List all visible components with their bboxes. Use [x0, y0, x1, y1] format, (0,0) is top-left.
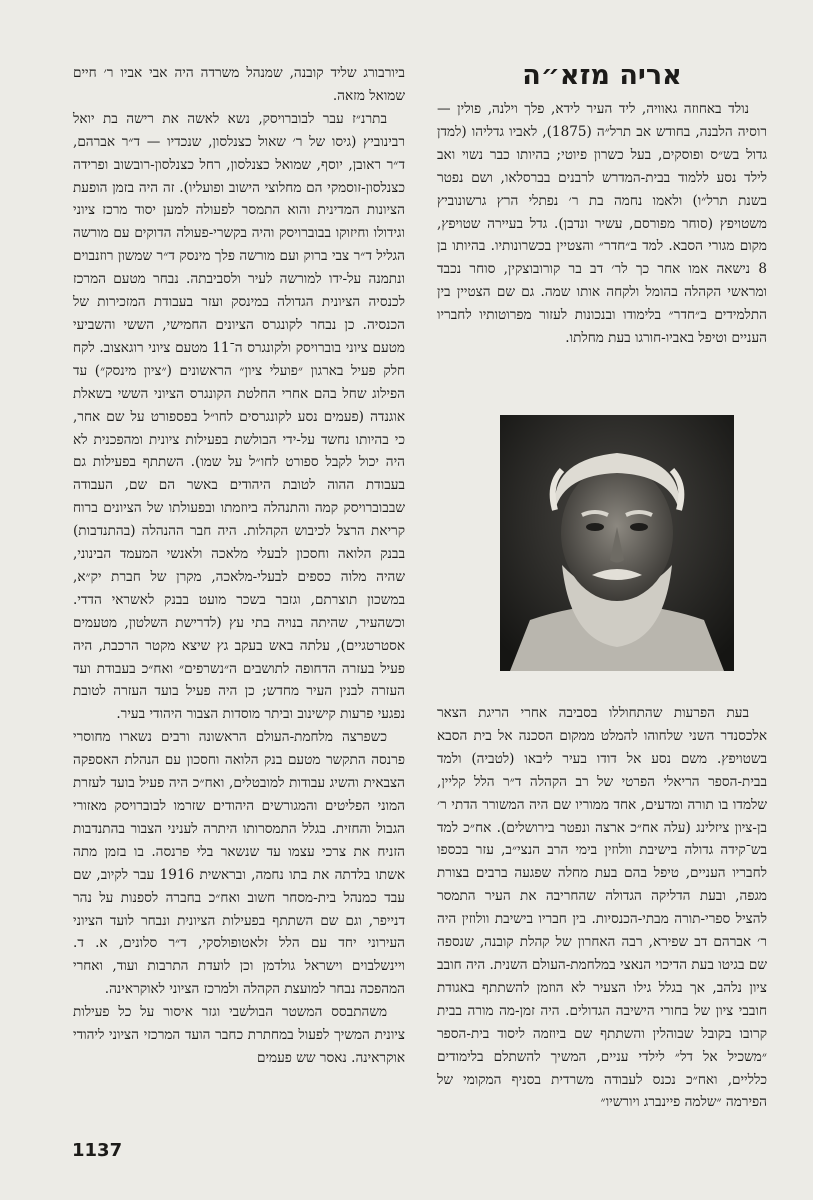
left-column [73, 62, 405, 1070]
right-column [437, 62, 767, 350]
left-paragraph-2: בתרנ״ז עבר לבוברויסק, נשא לאשה את רישה בת יואל רבינוביץ (גיסו של ר׳ שאול כצנלסון, שנכדיו — ד״ר אברהם, ד״ר ראובן, יוסף, שמואל כצנלסון, רחל כצנלסון-רובשוב ופרידה כצנלסון-זוסמקי הם מחלוצי הישוב ופועליו). זה היה בזמן הופעת הציונות המדינית והוא התמסר לפעולה למען יסוד מרכז ציוני וגידולו וחיזוקו בבוברויסק והיה בקשרי-פעולה הדוקים עם מורשה הגליל ד״ר צבי ברוק ועם מורשה פלך מינסק ד״ר שמשון רוזנבוים ונתמנה על-ידו למורשה לעיר ולסביבתה. נבחר מטעם המרכז לכנסיה הציונית הגדולה במינסק ועזר בעבודת המזכירות של הכנסיה. כן נבחר לקונגרס הציונים החמישי, הששי והשביעי מטעם ציוני בוברויסק ולקונגרס ה־11 מטעם ציוני רוגאצוב. לקח חלק פעיל בארגון ״פועלי ציון״ הראשונים (״ציון מינסק״) עד הפילוג שחל בהם אחרי החלטת הקונגרס הציוני הששי בשאלת אוגנדה (פעמים נסע לקונגרסים לחו״ל בפספורט על שם אחר, כי בהיותו נחשד על-ידי הבולשת בפעילות ציונית ומהפכנית לא היה יכול לקבל ספורט לחו״ל על שמו). השתתף בפעילות גם בעבודת ההוה לטובת היהודים באשר הם שם, העבודה שבבוברויסק קמה והתנהלה ביוזמתו ובפעולתו של הציונים ברוח קריאת הרצל לכיבוש הקהלות. היה חבר ההנהלה (בהתנדבות) בבנק הלואה וחסכון לבעלי מלאכה ולאנשי המעמד הבינוני, שהיה מלוה כספים לבעלי-מלאכה, מקרן של חברת יק״א, במשכון תוצרתם, וגזבר בשכר מועט בבנק לאשראי הדדי. וכשהעיר, שהיתה בנויה בתי עץ (לדרישת השלטון, מטעמים אסטרטגיים), עלתה באש בעקב גץ שיצא מקטר הרכבת, היה פעיל בעזרה הדחופה לתושבים ה״נשרפים״ ואח״כ בעבודת ועד העזרה לבנין העיר מחדש; כן היה פעיל בועד העזרה לטובת נפגעי פרעות קישינוב וביתר מוסדות הצבור היהודי בעיר. [73, 110, 405, 723]
portrait-image [500, 415, 734, 671]
left-paragraph-1: ביורבורג שליד קובנה, שמנהל משרדה היה אבי אביו ר׳ חיים שמואל מזאה. [73, 65, 405, 104]
left-paragraph-4: משהתבסס המשטר הבולשבי וגזר איסור על כל פעילות ציונית המשיך לפעול במחתרת כחבר הועד המרכזי הציוני ליהודי אוקראינה. נאסר שש פעמים [73, 1004, 405, 1066]
portrait-photo [500, 415, 734, 671]
right-paragraph-1: נולד באחוזה גאוויה, ליד העיר לידא, פלך וילנה, פולין — רוסיה הלבנה, בחודש אב תרל״ה (1875), לאביו גדליהו (למדן גדול בש״ס ופוסקים, בעל כשרון פיוטי; בהיותו כבר נשוי ואב לילד נסע ללמוד בבית-המדרש לרבנים בברסלאו, ושם נפטר בשנת תרל״ו) ולאמו נחמה בת ר׳ נפתלי הרץ גרשונוביץ משטויפץ (סוחר מפורסם, עשיר ונדבן). גדל בעיירה שטויפץ, מקום מגורי הסבא. למד ב״חדר״ והצטיין בכשרונותיו. בהיותו בן 8 נישאה אמו אחר כך לר׳ דב בר קורובוצקין, סוחר נכבד ומראשי הקהלה בהומל ולקחה אותו שמה. גם שם הצטיין בין התלמידים ב״חדר״ בלימודו ובנכונות לעזור מפרוטותיו לחבריו העניים וטיפל באביו-חורגו בעת מחלתו. [437, 101, 767, 347]
left-paragraph-3: כשפרצה מלחמת-העולם הראשונה ורבים נשארו מחוסרי פרנסה התקשר מטעם בנק הלואה וחסכון עם הנהלת האספקה הצבאית והשיג עבודות למובטלים, ואח״כ היה פעיל בועד לעזרת המוני הפליטים והמגורשים היהודים שזרמו לבוברויסק מאזורי הגבול והחזית. בגלל התמסרותו היתרה לעניני הצבור בהתנדבות הזניח את צרכי עצמו עד שנשאר בלי פרנסה. בו בזמן מתה אשתו בלדתה את בתו נחמה, ובראשית 1916 עבר לקיוב, שם עבד כמנהל בית-מסחר חשוב ואח״כ בחברה לספנות על נהר דנייפר, וגם שם השתתף בפעילות הציונית ונבחר לועד הציוני העירוני יחד עם הלל זלאטופולסקי, ד״ר סלונים, א. ד. ויינשלבוים וישראל גולדמן וכן לועדת התרבות ועוד, ואחרי המהפכה נבחר למועצת הקהלה ולמרכז הציוני לאוקראינה. [73, 729, 406, 998]
page-number: 1137 [72, 1140, 123, 1161]
right-column-lower [437, 702, 767, 1114]
right-paragraph-2: בעת הפרעות שהתחוללו בסביבה אחרי הריגת הצאר אלכסנדר השני שלחוהו להמלט ממקום הסכנה אל בית הסבא בשטויפץ. משם נסע אל דודו בעיר ליבאו (לטביה) ולמד בבית-הספר הריאלי הפרטי של רב הקהלה ד״ר הלל קליין, שלמדו בו תורה ומדעים, אחד ממוריו שם היה המשורר הדתי ר׳ בן-ציון ציזלינג (עלה אח״כ ארצה ונפטר בירושלים). אח״כ למד בש־קידה גדולה בישיבת וולוזין בימי הרב הנצי״ב, עזר בכספו לחבריו העניים, טיפל בהם בעת מחלה שפגעה ברבים בצורת מגפה, ובעת הדליקה הגדולה שהחריבה את העיר התמסר להציל ספרי-תורה מבתי-הכנסיות. בין חבריו בישיבת וולוזין היה ר׳ אברהם דב שפירא, רבה האחרון של קהלת קובנה, שנספה שם בגיטו בעת הדיכוי הנאצי במלחמת-העולם השנית. היה חובב ציון נלהב, אך בגלל גילו הצעיר לא הוזמן להשתתף באגודת חובבי ציון של בחורי הישיבה הגדולים. היה זמן-מה מורה בבית קרובו בקובל שבוהלין והשתתף שם ביוזמה ליסוד בית-הספר ״משכיל אל דל״ לילדי עניים, המשיך להשתלם בלימודים כלליים, ואח״כ נכנס לעבודה משרדית בסניף המקומי של הפירמה ״שלמה פיינברג ויורשיו״ [437, 705, 767, 1111]
article-title: אריה מזא״ה [522, 60, 682, 91]
